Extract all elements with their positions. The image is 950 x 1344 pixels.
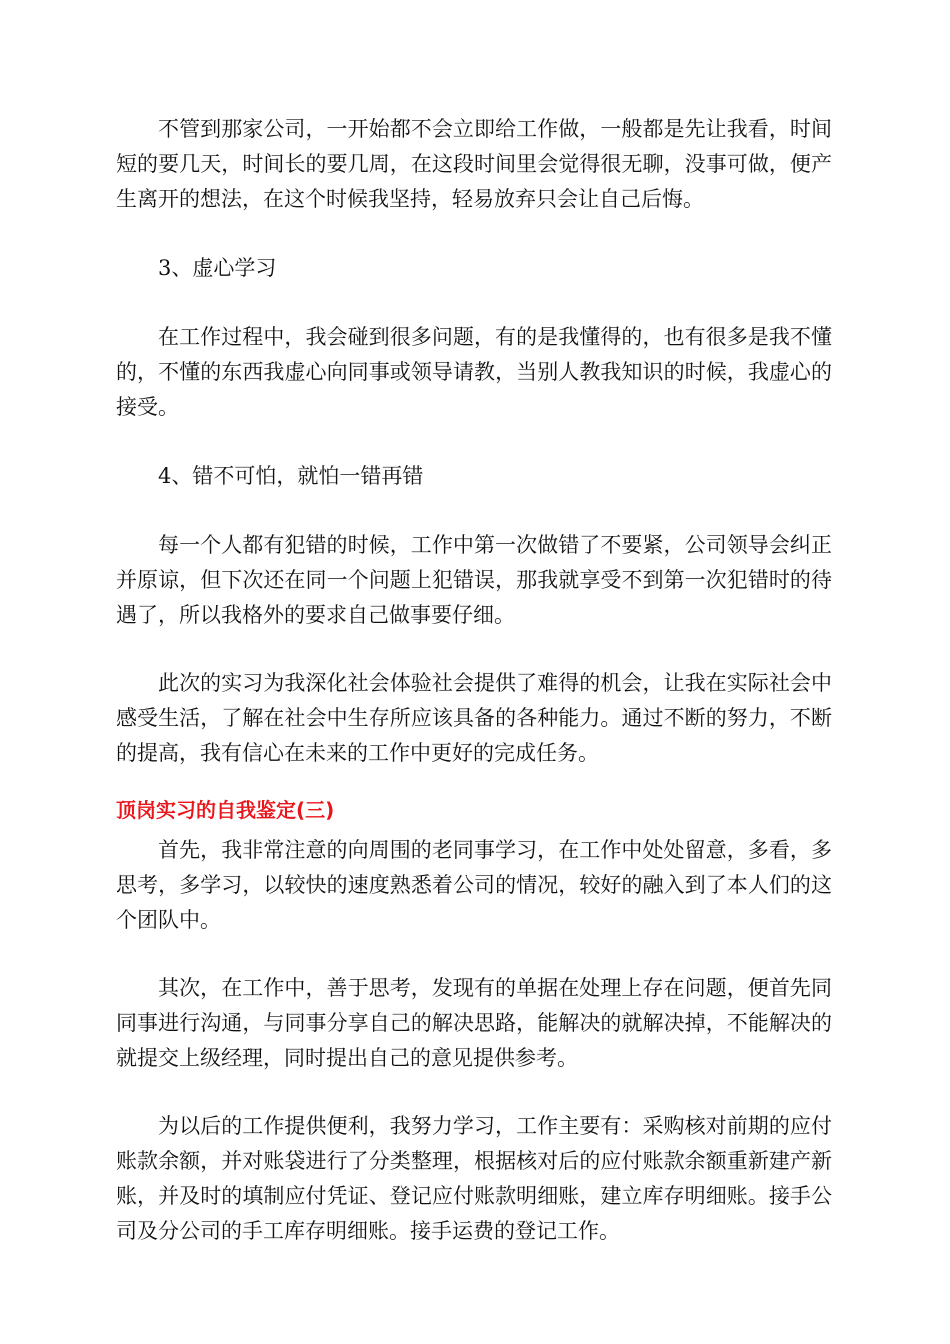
item-heading-mistakes: 4、错不可怕，就怕一错再错 (158, 464, 424, 488)
section-title: 顶岗实习的自我鉴定(三) (116, 798, 335, 822)
document-page (116, 112, 832, 1249)
item-heading-humble-learning: 3、虚心学习 (158, 256, 277, 280)
paragraph-conclusion: 此次的实习为我深化社会体验社会提供了难得的机会，让我在实际社会中感受生活，了解在社会中生存所应该具备的各种能力。通过不断的努力，不断的提高，我有信心在未来的工作中更好的完成任务。 (116, 671, 832, 765)
paragraph-first: 首先，我非常注意的向周围的老同事学习，在工作中处处留意，多看，多思考，多学习，以较快的速度熟悉着公司的情况，较好的融入到了本人们的这个团队中。 (116, 838, 832, 932)
paragraph-humble-learning: 在工作过程中，我会碰到很多问题，有的是我懂得的，也有很多是我不懂的，不懂的东西我虚心向同事或领导请教，当别人教我知识的时候，我虚心的接受。 (116, 325, 832, 419)
paragraph-work-tasks: 为以后的工作提供便利，我努力学习，工作主要有：采购核对前期的应付账款余额，并对账袋进行了分类整理，根据核对后的应付账款余额重新建产新账，并及时的填制应付凭证、登记应付账款明细账，建立库存明细账。接手公司及分公司的手工库存明细账。接手运费的登记工作。 (116, 1114, 832, 1243)
paragraph-second: 其次，在工作中，善于思考，发现有的单据在处理上存在问题，便首先同同事进行沟通，与同事分享自己的解决思路，能解决的就解决掉，不能解决的就提交上级经理，同时提出自己的意见提供参考。 (116, 976, 832, 1070)
paragraph-mistakes: 每一个人都有犯错的时候，工作中第一次做错了不要紧，公司领导会纠正并原谅，但下次还在同一个问题上犯错误，那我就享受不到第一次犯错时的待遇了，所以我格外的要求自己做事要仔细。 (116, 533, 832, 627)
paragraph-persistence: 不管到那家公司，一开始都不会立即给工作做，一般都是先让我看，时间短的要几天，时间长的要几周，在这段时间里会觉得很无聊，没事可做，便产生离开的想法，在这个时候我坚持，轻易放弃只会让自己后悔。 (116, 117, 832, 211)
